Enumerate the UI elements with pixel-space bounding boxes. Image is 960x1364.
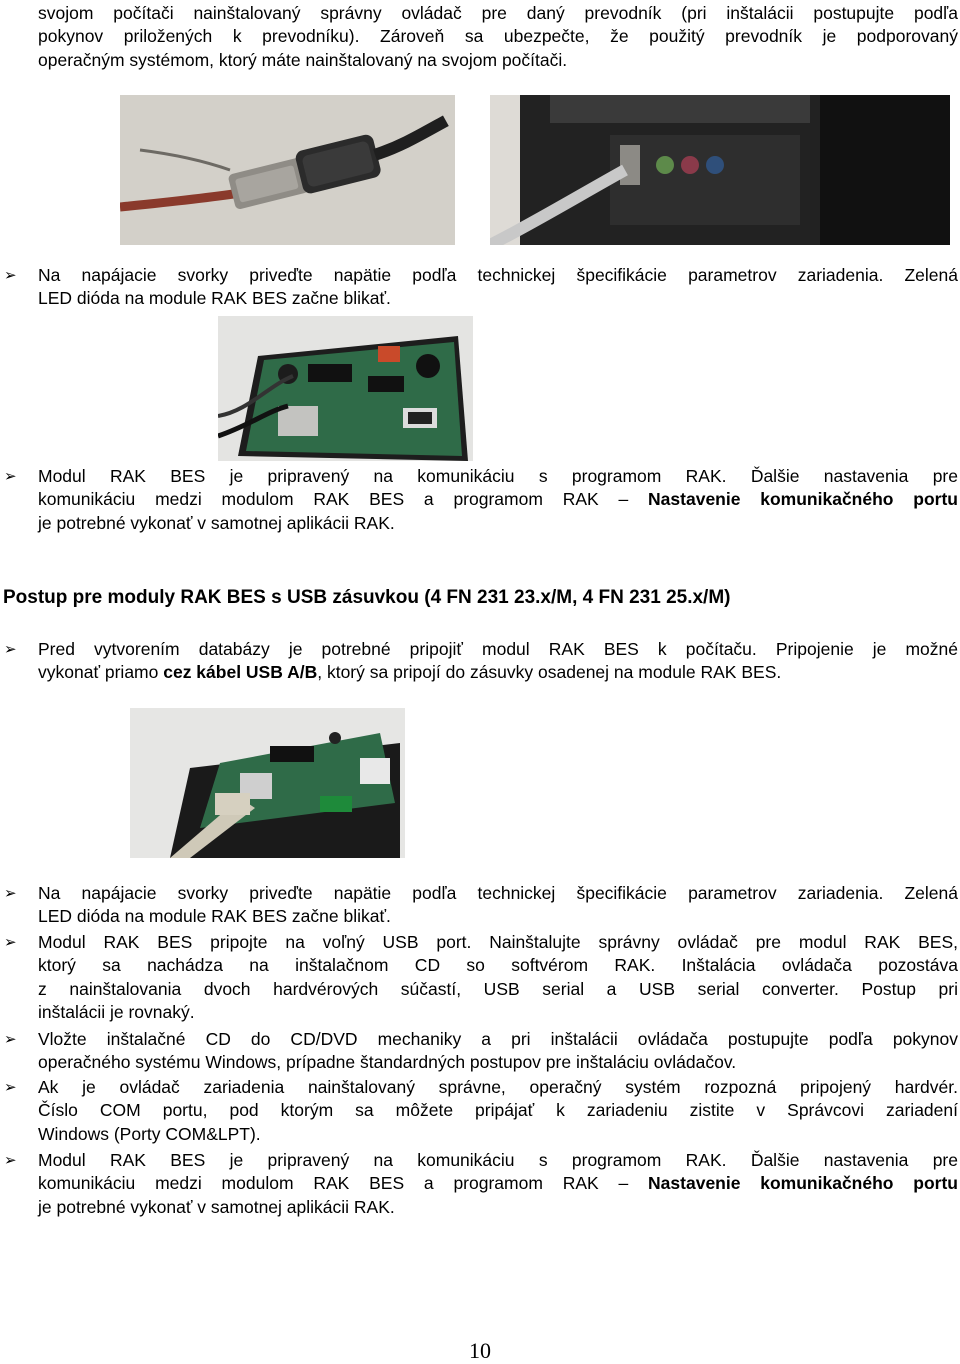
module-usb-photo <box>130 708 405 858</box>
intro-paragraph <box>38 2 958 72</box>
bullet-arrow-icon: ➢ <box>4 1152 17 1169</box>
bullet-line: Modul RAK BES je pripravený na komunikáciu s programom RAK. Ďalšie nastavenia pre <box>38 466 958 486</box>
bullet-arrow-icon: ➢ <box>4 267 17 284</box>
bullet-line: komunikáciu medzi modulom RAK BES a programom RAK – Nastavenie komunikačného portu <box>38 489 958 510</box>
bullet-line: Windows (Porty COM&LPT). <box>38 1123 261 1144</box>
bullet-line: Vložte inštalačné CD do CD/DVD mechaniky a pri inštalácii ovládača postupujte podľa pokynov <box>38 1029 958 1049</box>
bullet-line: Pred vytvorením databázy je potrebné pripojiť modul RAK BES k počítaču. Pripojenie je možné <box>38 639 958 659</box>
bullet-usb-text <box>38 931 958 1024</box>
serial-cable-photo <box>120 95 455 245</box>
bullet-ready-text <box>38 1149 958 1219</box>
bullet-line: ktorý sa nachádza na inštalačnom CD so softvérom RAK. Inštalácia ovládača pozostáva <box>38 955 958 976</box>
pc-port-photo <box>490 95 950 245</box>
bullet-line: z nainštalovania dvoch hardvérových súčastí, USB serial a USB serial converter. Postup pri <box>38 978 958 999</box>
bullet-line: je potrebné vykonať v samotnej aplikácii RAK. <box>38 1196 395 1217</box>
bullet-connect-text <box>38 638 958 685</box>
bullet-arrow-icon: ➢ <box>4 885 17 902</box>
bullet-com-text <box>38 1076 958 1146</box>
intro-line: pokynov priložených k prevodníku). Zároveň sa ubezpečte, že použitý prevodník je podporovaný <box>38 26 958 47</box>
page-number: 10 <box>469 1338 491 1363</box>
bullet-arrow-icon: ➢ <box>4 934 17 951</box>
bullet-power-text <box>38 264 958 311</box>
bullet-line: Na napájacie svorky priveďte napätie podľa technickej špecifikácie parametrov zariadenia. Zelená <box>38 265 958 285</box>
bullet-line: Na napájacie svorky priveďte napätie podľa technickej špecifikácie parametrov zariadenia. Zelená <box>38 883 958 903</box>
bullet-cd-text <box>38 1028 958 1075</box>
bullet-line: Číslo COM portu, pod ktorým sa môžete pripájať k zariadeniu zistite v Správcovi zariadení <box>38 1100 958 1121</box>
bullet-ready-text <box>38 465 958 535</box>
bullet-line: LED dióda na module RAK BES začne blikať. <box>38 906 391 927</box>
intro-line: operačným systémom, ktorý máte nainštalovaný na svojom počítači. <box>38 49 568 70</box>
bullet-arrow-icon: ➢ <box>4 641 17 658</box>
section-heading: Postup pre moduly RAK BES s USB zásuvkou (4 FN 231 23.x/M, 4 FN 231 25.x/M) <box>3 587 731 608</box>
bullet-line: komunikáciu medzi modulom RAK BES a programom RAK – Nastavenie komunikačného portu <box>38 1173 958 1194</box>
port-settings-bold: Nastavenie komunikačného portu <box>648 1173 958 1194</box>
bullet-arrow-icon: ➢ <box>4 1031 17 1048</box>
bullet-line: Modul RAK BES je pripravený na komunikáciu s programom RAK. Ďalšie nastavenia pre <box>38 1150 958 1170</box>
port-settings-bold: Nastavenie komunikačného portu <box>648 489 958 510</box>
bullet-line: Ak je ovládač zariadenia nainštalovaný správne, operačný systém rozpozná pripojený hardvér. <box>38 1077 958 1097</box>
intro-line: svojom počítači nainštalovaný správny ovládač pre daný prevodník (pri inštalácii postupujte podľa <box>38 3 958 23</box>
usb-cable-bold: cez kábel USB A/B <box>163 662 318 683</box>
bullet-power-text <box>38 882 958 929</box>
bullet-line: LED dióda na module RAK BES začne blikať. <box>38 288 391 309</box>
bullet-line: je potrebné vykonať v samotnej aplikácii RAK. <box>38 512 395 533</box>
bullet-line: operačného systému Windows, prípadne štandardných postupov pre inštaláciu ovládačov. <box>38 1052 737 1073</box>
bullet-line: Modul RAK BES pripojte na voľný USB port. Nainštalujte správny ovládač pre modul RAK BES, <box>38 932 958 952</box>
bullet-line: inštalácii je rovnaký. <box>38 1001 195 1022</box>
bullet-line: vykonať priamo cez kábel USB A/B, ktorý sa pripojí do zásuvky osadenej na module RAK BES. <box>38 662 782 683</box>
bullet-arrow-icon: ➢ <box>4 1079 17 1096</box>
module-serial-photo <box>218 316 473 461</box>
bullet-arrow-icon: ➢ <box>4 468 17 485</box>
